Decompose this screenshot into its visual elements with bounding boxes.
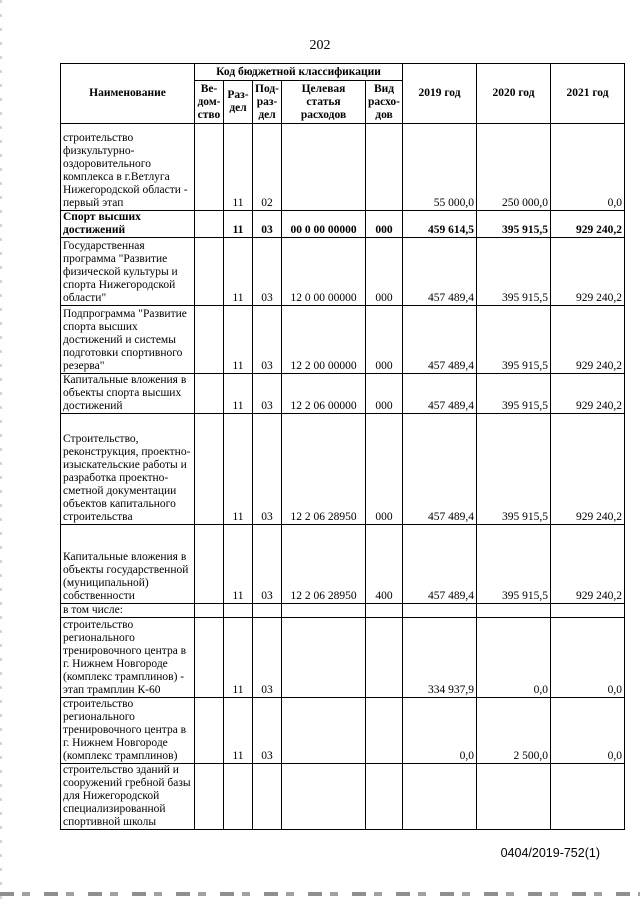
value-2020-cell: 0,0: [477, 618, 551, 698]
razdel-cell: 11: [224, 698, 253, 764]
razdel-cell: [224, 764, 253, 830]
value-2020-cell: 395 915,5: [477, 238, 551, 306]
razdel-cell: 11: [224, 124, 253, 211]
value-2021-cell: 0,0: [551, 618, 625, 698]
value-2020-cell: 395 915,5: [477, 211, 551, 238]
name-cell: строительство зданий и сооружений гребной базы для Нижегородской специализированной спортивной школы: [61, 764, 195, 830]
value-2019-cell: 457 489,4: [403, 414, 477, 525]
ved-cell: [195, 604, 224, 618]
vid-cell: [366, 124, 403, 211]
name-cell: Подпрограмма "Развитие спорта высших достижений и системы подготовки спортивного резерва": [61, 306, 195, 374]
budget-code-group-header: Код бюджетной классификации: [195, 64, 403, 81]
ved-cell: [195, 238, 224, 306]
scan-bottom-edge: [0, 892, 640, 896]
podrazdel-cell: 03: [253, 618, 282, 698]
name-cell: Капитальные вложения в объекты государственной (муниципальной) собственности: [61, 525, 195, 604]
vid-cell: 000: [366, 238, 403, 306]
tsel-cell: [282, 124, 366, 211]
table-row: [61, 211, 625, 238]
podrazdel-cell: 03: [253, 211, 282, 238]
podrazdel-cell: 02: [253, 124, 282, 211]
tsel-cell: [282, 604, 366, 618]
vid-cell: [366, 618, 403, 698]
razdel-cell: 11: [224, 238, 253, 306]
table-row: [61, 414, 625, 525]
tsel-cell: [282, 764, 366, 830]
value-2020-cell: 2 500,0: [477, 698, 551, 764]
name-cell: строительство физкультурно-оздоровительного комплекса в г.Ветлуга Нижегородской области - первый этап: [61, 124, 195, 211]
podrazdel-cell: 03: [253, 698, 282, 764]
col-razdel-header: Раз- дел: [224, 81, 253, 124]
value-2021-cell: 929 240,2: [551, 306, 625, 374]
value-2021-cell: 929 240,2: [551, 525, 625, 604]
value-2021-cell: 929 240,2: [551, 238, 625, 306]
name-cell: строительство регионального тренировочного центра в г. Нижнем Новгороде (комплекс трамплинов) - этап трамплин К-60: [61, 618, 195, 698]
name-cell: Капитальные вложения в объекты спорта высших достижений: [61, 374, 195, 414]
table-row: [61, 525, 625, 604]
value-2019-cell: 457 489,4: [403, 525, 477, 604]
col-vid-header: Вид расхо- дов: [366, 81, 403, 124]
razdel-cell: 11: [224, 211, 253, 238]
tsel-cell: 12 2 06 28950: [282, 414, 366, 525]
col-tsel-header: Целевая статья расходов: [282, 81, 366, 124]
vid-cell: 400: [366, 525, 403, 604]
ved-cell: [195, 525, 224, 604]
value-2020-cell: 395 915,5: [477, 414, 551, 525]
col-ved-header: Ве- дом- ство: [195, 81, 224, 124]
name-cell: Государственная программа "Развитие физической культуры и спорта Нижегородской области": [61, 238, 195, 306]
podrazdel-cell: [253, 604, 282, 618]
name-cell: строительство регионального тренировочного центра в г. Нижнем Новгороде (комплекс трамплинов): [61, 698, 195, 764]
value-2021-cell: [551, 764, 625, 830]
col-2020-header: 2020 год: [477, 64, 551, 124]
value-2019-cell: 334 937,9: [403, 618, 477, 698]
page-number: 202: [309, 38, 331, 53]
tsel-cell: 12 2 06 28950: [282, 525, 366, 604]
podrazdel-cell: 03: [253, 525, 282, 604]
vid-cell: 000: [366, 306, 403, 374]
vid-cell: [366, 698, 403, 764]
table-row: [61, 374, 625, 414]
value-2019-cell: 457 489,4: [403, 374, 477, 414]
vid-cell: [366, 604, 403, 618]
value-2019-cell: 459 614,5: [403, 211, 477, 238]
ved-cell: [195, 124, 224, 211]
table-row: [61, 604, 625, 618]
value-2021-cell: 929 240,2: [551, 374, 625, 414]
col-podrazdel-header: Под- раз- дел: [253, 81, 282, 124]
ved-cell: [195, 211, 224, 238]
razdel-cell: 11: [224, 374, 253, 414]
value-2019-cell: 0,0: [403, 698, 477, 764]
document-code: 0404/2019-752(1): [500, 846, 600, 860]
podrazdel-cell: [253, 764, 282, 830]
value-2020-cell: 250 000,0: [477, 124, 551, 211]
razdel-cell: 11: [224, 414, 253, 525]
name-cell: Спорт высших достижений: [61, 211, 195, 238]
razdel-cell: 11: [224, 525, 253, 604]
ved-cell: [195, 306, 224, 374]
value-2021-cell: [551, 604, 625, 618]
vid-cell: [366, 764, 403, 830]
value-2021-cell: 929 240,2: [551, 414, 625, 525]
table-row: [61, 618, 625, 698]
ved-cell: [195, 764, 224, 830]
tsel-cell: [282, 618, 366, 698]
col-2019-header: 2019 год: [403, 64, 477, 124]
table-row: [61, 764, 625, 830]
tsel-cell: 12 2 06 00000: [282, 374, 366, 414]
value-2021-cell: 0,0: [551, 124, 625, 211]
name-cell: в том числе:: [61, 604, 195, 618]
table-row: [61, 306, 625, 374]
value-2019-cell: [403, 604, 477, 618]
vid-cell: 000: [366, 211, 403, 238]
value-2020-cell: 395 915,5: [477, 306, 551, 374]
value-2020-cell: 395 915,5: [477, 374, 551, 414]
tsel-cell: 00 0 00 00000: [282, 211, 366, 238]
value-2020-cell: [477, 604, 551, 618]
table-row: [61, 698, 625, 764]
budget-table: [60, 63, 625, 830]
col-2021-header: 2021 год: [551, 64, 625, 124]
scan-edge: [0, 0, 2, 905]
razdel-cell: 11: [224, 306, 253, 374]
podrazdel-cell: 03: [253, 374, 282, 414]
tsel-cell: 12 2 00 00000: [282, 306, 366, 374]
razdel-cell: [224, 604, 253, 618]
podrazdel-cell: 03: [253, 414, 282, 525]
table-row: [61, 238, 625, 306]
value-2020-cell: 395 915,5: [477, 525, 551, 604]
tsel-cell: 12 0 00 00000: [282, 238, 366, 306]
value-2019-cell: [403, 764, 477, 830]
table-row: [61, 124, 625, 211]
value-2019-cell: 457 489,4: [403, 238, 477, 306]
vid-cell: 000: [366, 374, 403, 414]
tsel-cell: [282, 698, 366, 764]
podrazdel-cell: 03: [253, 238, 282, 306]
value-2021-cell: 929 240,2: [551, 211, 625, 238]
ved-cell: [195, 414, 224, 525]
value-2020-cell: [477, 764, 551, 830]
razdel-cell: 11: [224, 618, 253, 698]
podrazdel-cell: 03: [253, 306, 282, 374]
ved-cell: [195, 618, 224, 698]
col-name-header: Наименование: [61, 64, 195, 124]
name-cell: Строительство, реконструкция, проектно-изыскательские работы и разработка проектно-сметной документации объектов капитального строительства: [61, 414, 195, 525]
value-2019-cell: 55 000,0: [403, 124, 477, 211]
ved-cell: [195, 698, 224, 764]
value-2021-cell: 0,0: [551, 698, 625, 764]
ved-cell: [195, 374, 224, 414]
vid-cell: 000: [366, 414, 403, 525]
value-2019-cell: 457 489,4: [403, 306, 477, 374]
